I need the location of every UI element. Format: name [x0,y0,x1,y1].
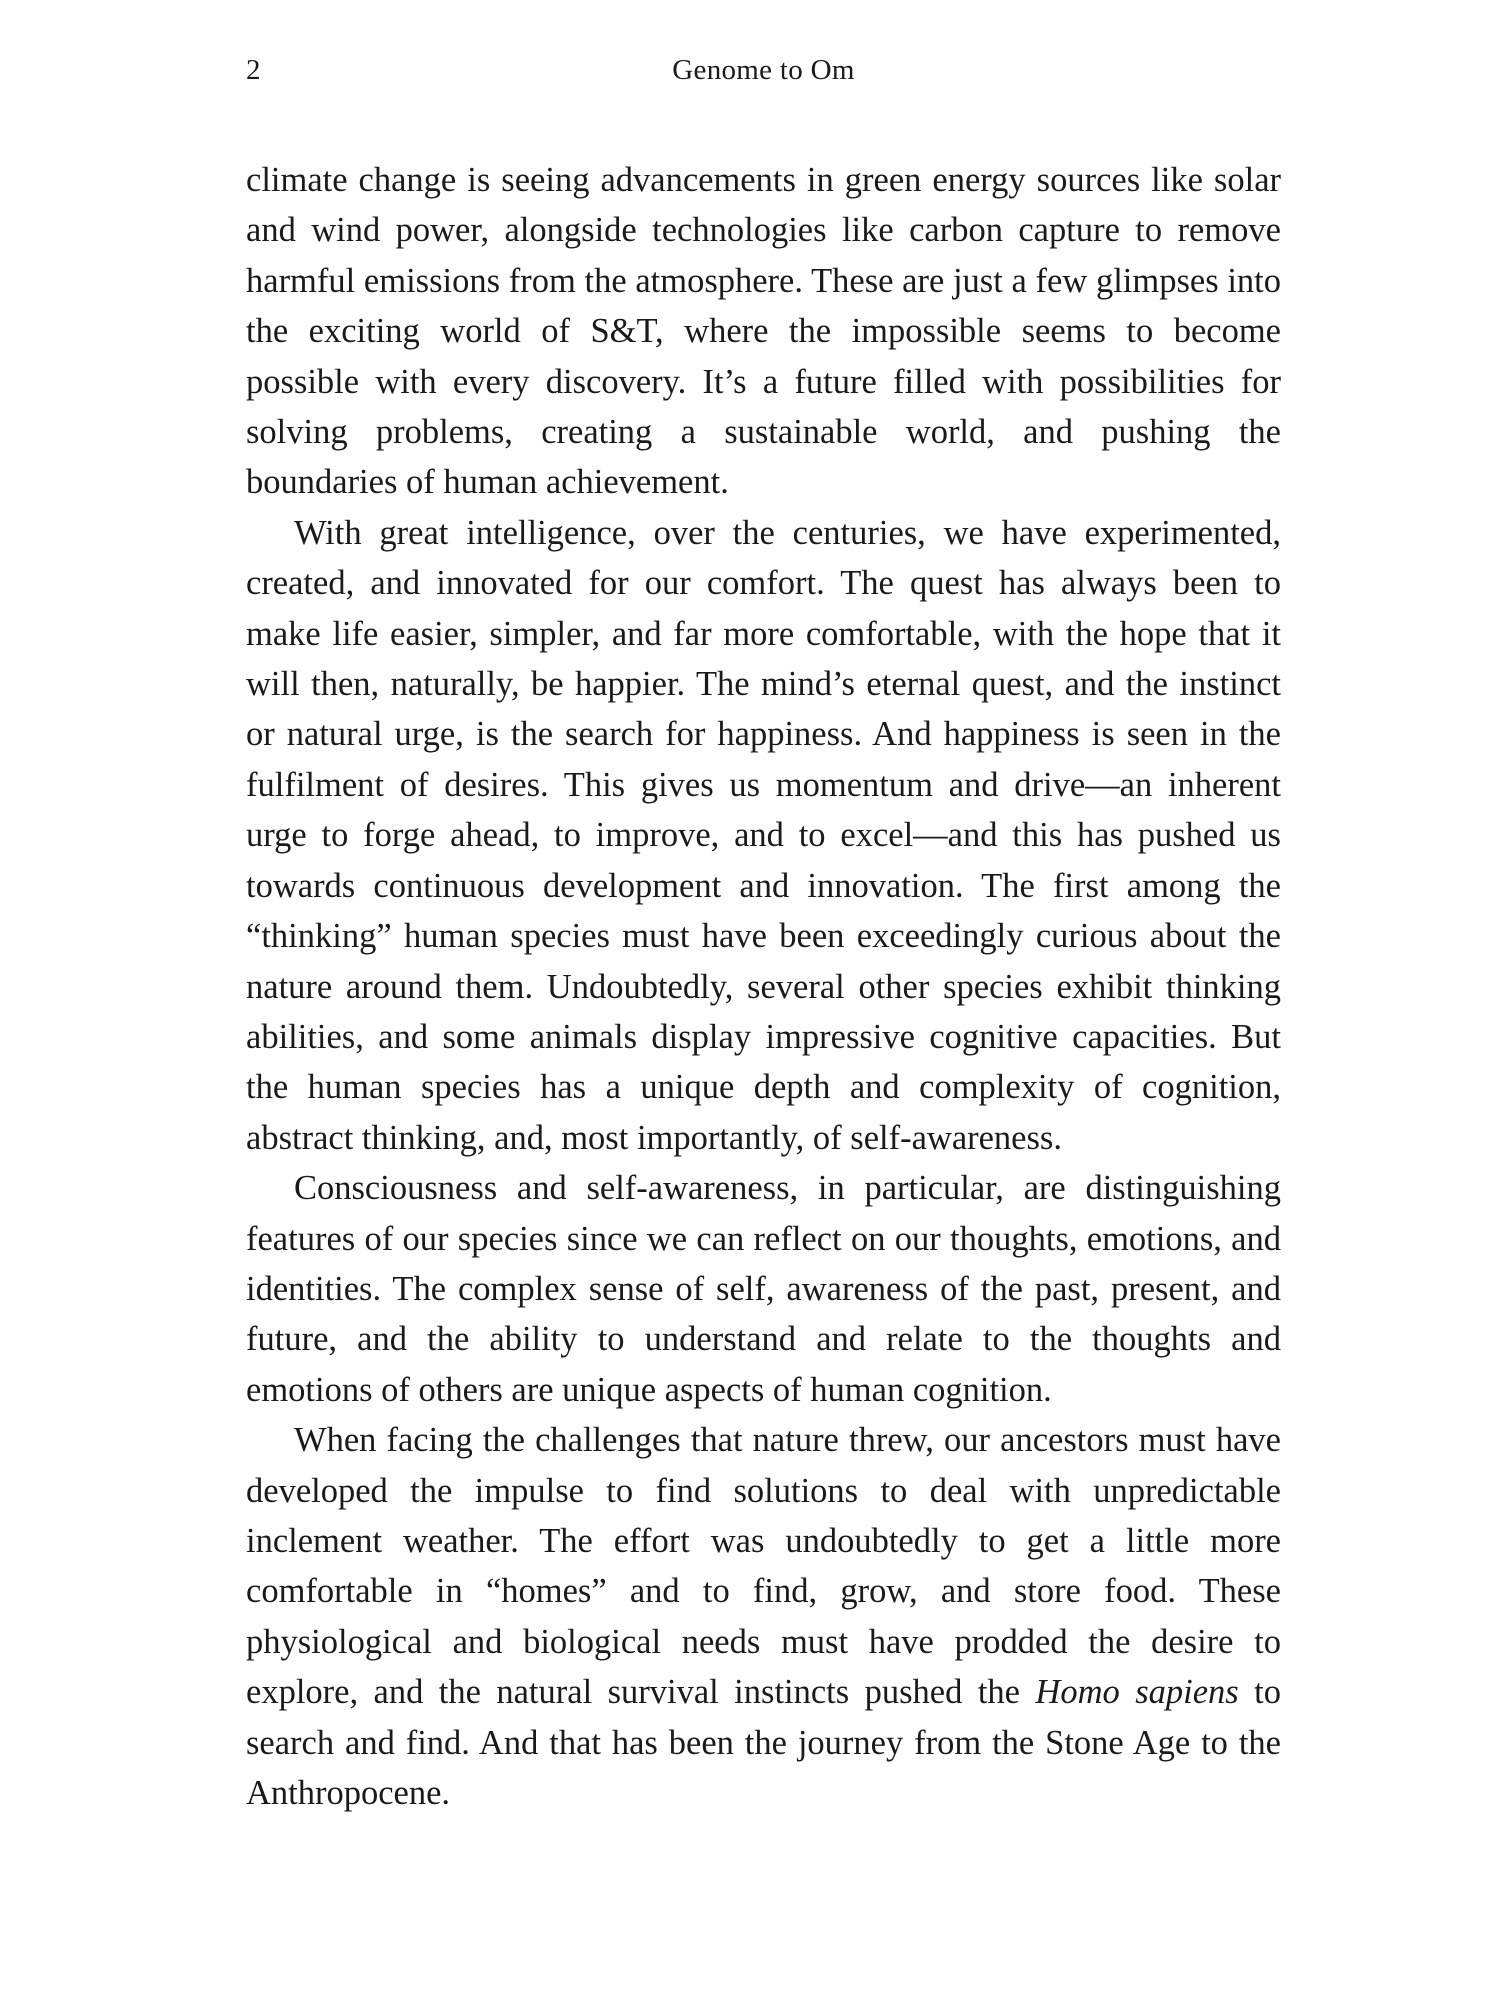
running-head [246,50,1281,90]
paragraph-3 [246,1163,1281,1415]
paragraph-1 [246,155,1281,508]
paragraph-1-text: climate change is seeing advancements in green energy sources like solar and wind power, alongside technologies like carbon capture to remove harmful emissions from the atmosphere. These are just a few glimpses into the exciting world of S&T, where the impossible seems to become possible with every discovery. It’s a future filled with possibilities for solving problems, creating a sustainable world, and pushing the boundaries of human achievement. [246,161,1281,502]
paragraph-4 [246,1415,1281,1818]
paragraph-2 [246,508,1281,1163]
paragraph-4-text-b: to search and find. And that has been the journey from the Stone Age to the Anthropocene. [246,1673,1281,1812]
body-text [246,155,1281,1818]
species-name-italic: Homo sapiens [1035,1673,1239,1712]
paragraph-3-text: Consciousness and self-awareness, in particular, are distinguishing features of our species since we can reflect on our thoughts, emotions, and identities. The complex sense of self, awareness of the past, present, and future, and the ability to understand and relate to the thoughts and emotions of others are unique aspects of human cognition. [246,1169,1281,1409]
paragraph-4-text-a: When facing the challenges that nature threw, our ancestors must have developed the impulse to find solutions to deal with unpredictable inclement weather. The effort was undoubtedly to get a little more comfortable in “homes” and to find, grow, and store food. These physiological and biological needs must have prodded the desire to explore, and the natural survival instincts pushed the [246,1421,1281,1712]
page-number: 2 [246,54,261,86]
book-title: Genome to Om [672,54,855,86]
paragraph-2-text: With great intelligence, over the centuries, we have experimented, created, and innovated for our comfort. The quest has always been to make life easier, simpler, and far more comfortable, with the hope that it will then, naturally, be happier. The mind’s eternal quest, and the instinct or natural urge, is the search for happiness. And happiness is seen in the fulfilment of desires. This gives us momentum and drive—an inherent urge to forge ahead, to improve, and to excel—and this has pushed us towards continuous development and innovation. The first among the “thinking” human species must have been exceedingly curious about the nature around them. Undoubtedly, several other species exhibit thinking abilities, and some animals display impressive cognitive capacities. But the human species has a unique depth and complexity of cognition, abstract thinking, and, most importantly, of self-awareness. [246,513,1281,1157]
